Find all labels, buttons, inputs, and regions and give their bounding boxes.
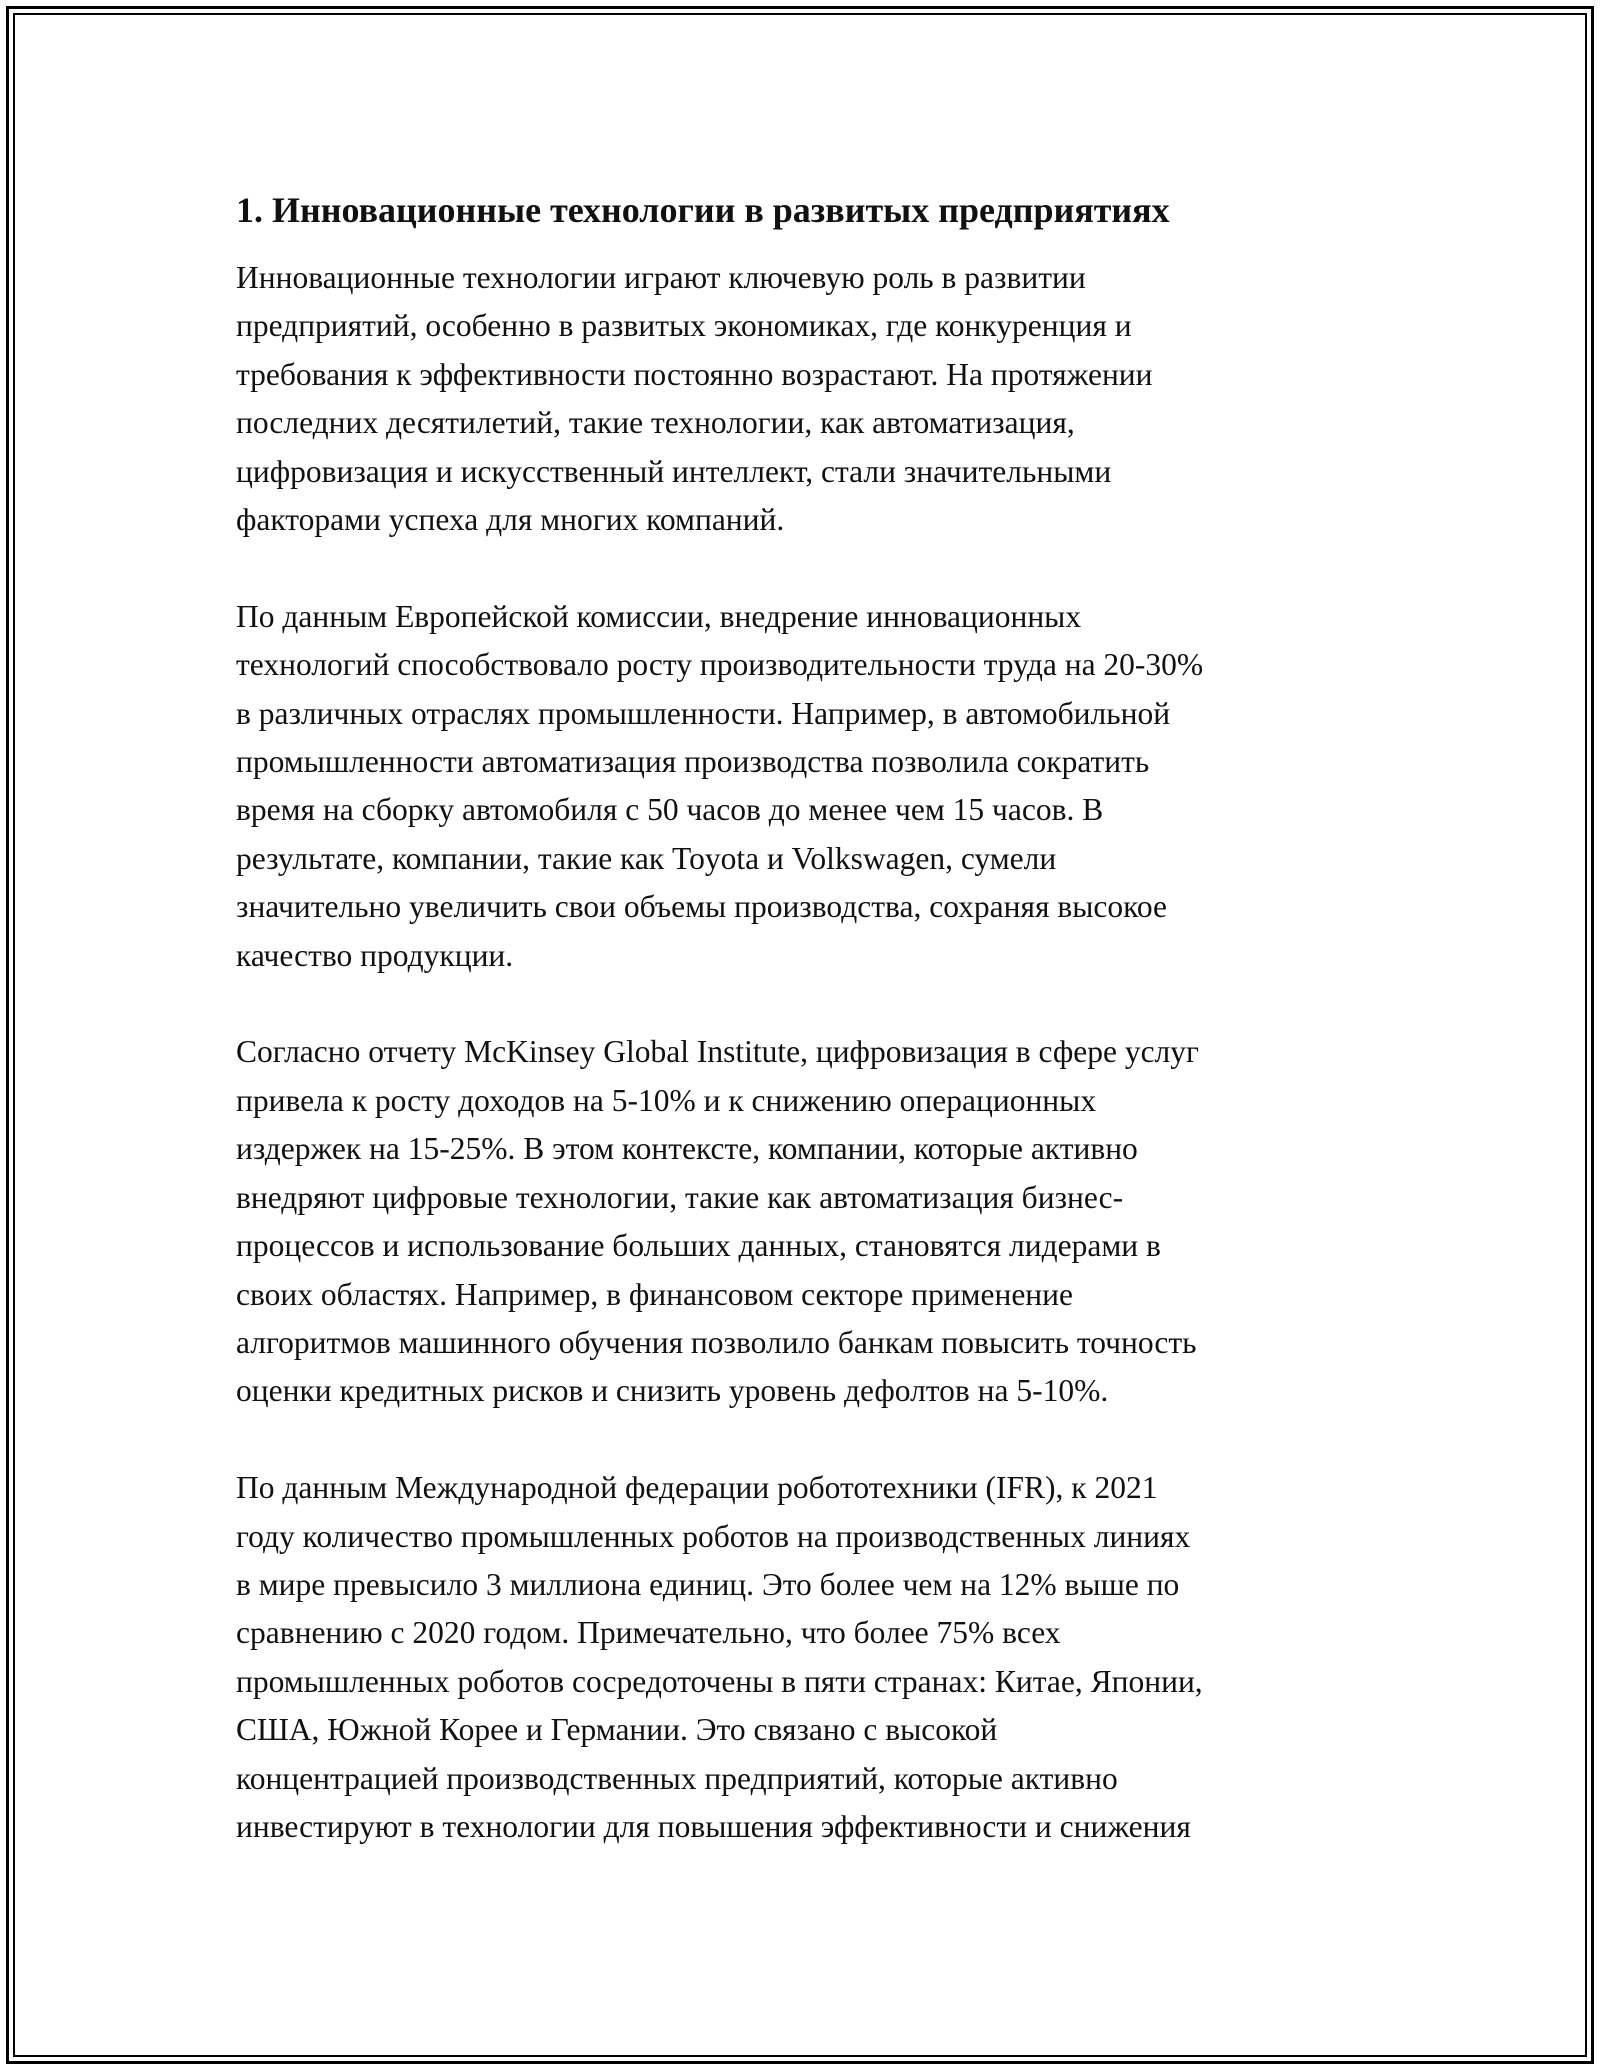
document-content: [236, 186, 1376, 1900]
text-line: алгоритмов машинного обучения позволило банкам повысить точность: [236, 1324, 1197, 1360]
text-line: промышленности автоматизация производства позволила сократить: [236, 744, 1150, 780]
text-line: Согласно отчету McKinsey Global Institute, цифровизация в сфере услуг: [236, 1034, 1199, 1070]
text-line: в различных отраслях промышленности. Например, в автомобильной: [236, 695, 1171, 731]
text-line: По данным Международной федерации робототехники (IFR), к 2021: [236, 1470, 1158, 1506]
text-line: году количество промышленных роботов на производственных линиях: [236, 1518, 1191, 1554]
text-line: издержек на 15-25%. В этом контексте, компании, которые активно: [236, 1131, 1138, 1167]
text-line: США, Южной Корее и Германии. Это связано с высокой: [236, 1712, 998, 1748]
text-line: качество продукции.: [236, 937, 514, 973]
text-line: требования к эффективности постоянно возрастают. На протяжении: [236, 356, 1153, 392]
text-line: внедряют цифровые технологии, такие как автоматизация бизнес-: [236, 1179, 1124, 1215]
text-line: время на сборку автомобиля с 50 часов до менее чем 15 часов. В: [236, 792, 1104, 828]
text-line: результате, компании, такие как Toyota и Volkswagen, сумели: [236, 840, 1057, 876]
paragraph-1: [236, 254, 1376, 544]
paragraph-3: [236, 1028, 1376, 1415]
text-line: концентрацией производственных предприятий, которые активно: [236, 1760, 1118, 1796]
paragraph-2: [236, 593, 1376, 980]
text-line: процессов и использование больших данных, становятся лидерами в: [236, 1228, 1161, 1264]
text-line: сравнению с 2020 годом. Примечательно, что более 75% всех: [236, 1615, 1061, 1651]
paragraph-4: [236, 1464, 1376, 1851]
section-heading: 1. Инновационные технологии в развитых предприятиях: [236, 190, 1170, 230]
text-line: технологий способствовало росту производительности труда на 20-30%: [236, 647, 1204, 683]
text-line: оценки кредитных рисков и снизить уровень дефолтов на 5-10%.: [236, 1373, 1109, 1409]
text-line: цифровизация и искусственный интеллект, стали значительными: [236, 453, 1112, 489]
text-line: Инновационные технологии играют ключевую роль в развитии: [236, 260, 1086, 295]
text-line: инвестируют в технологии для повышения эффективности и снижения: [236, 1808, 1191, 1844]
text-line: в мире превысило 3 миллиона единиц. Это более чем на 12% выше по: [236, 1566, 1180, 1602]
text-line: привела к росту доходов на 5-10% и к снижению операционных: [236, 1082, 1097, 1118]
text-line: По данным Европейской комиссии, внедрение инновационных: [236, 598, 1082, 634]
text-line: последних десятилетий, такие технологии, как автоматизация,: [236, 405, 1075, 441]
text-line: предприятий, особенно в развитых экономиках, где конкуренция и: [236, 308, 1132, 344]
text-line: промышленных роботов сосредоточены в пяти странах: Китае, Японии,: [236, 1663, 1203, 1699]
text-line: значительно увеличить свои объемы производства, сохраняя высокое: [236, 889, 1167, 925]
text-line: своих областях. Например, в финансовом секторе применение: [236, 1276, 1073, 1312]
text-line: факторами успеха для многих компаний.: [236, 502, 785, 538]
